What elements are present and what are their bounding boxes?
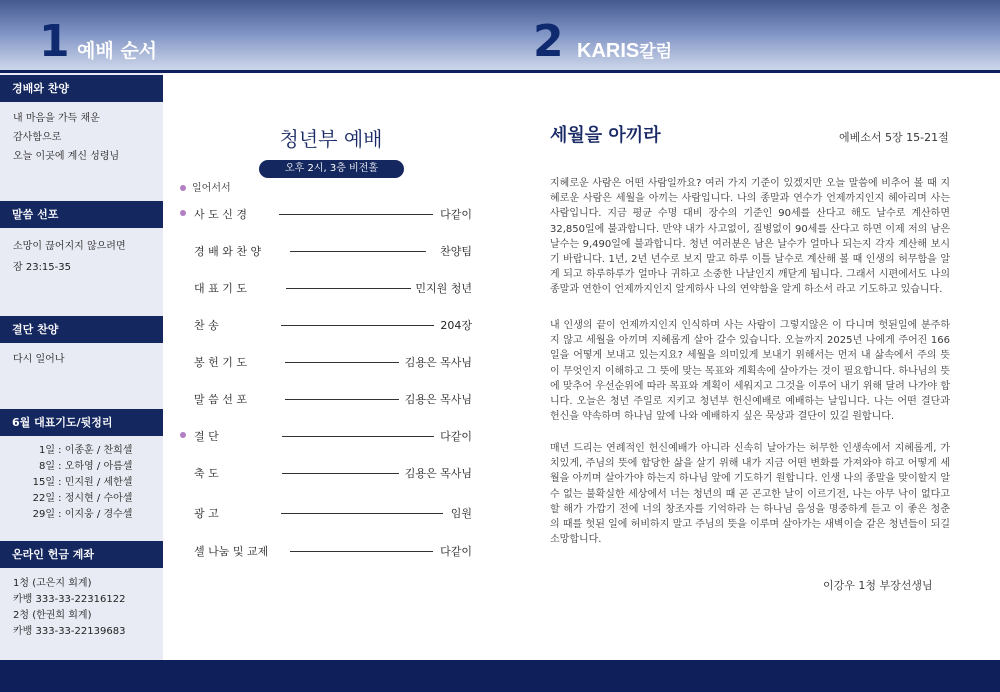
service-item-leader: 김용은 목사님 [404,393,472,406]
praise-song-3: 오늘 이곳에 계신 성령님 [13,151,120,162]
roster-row: 22일 : 정시현 / 수아셀 [12,491,132,507]
roster-names: 민지원 / 세한셀 [64,477,133,488]
column-scripture: 에베소서 5장 15-21절 [839,131,949,144]
bullet-dot [180,210,186,216]
roster-row: 29일 : 이지웅 / 경수셀 [12,507,132,523]
sidebar-heading-sermon: 말씀 선포 [0,201,163,228]
service-item-leader: 민지원 청년 [415,282,472,295]
service-item-label: 사 도 신 경 [194,208,247,221]
column-paragraph-3: 매년 드리는 연례적인 헌신예배가 아니라 신속히 날아가는 허무한 인생속에서 지혜롭게, 가치있게, 주님의 뜻에 합당한 삶을 살기 위해 내가 지금 어떤 변화를 가져와야 하고 어떻게 세월을 아끼며 살아가야 하는지 하나님 앞에 기도하기 원합니다. 인생 나의 종말을 맞이할지 알 수 없는 불확실한 세상에서 너는 청년의 때 곧 곤고한 날이 이르기전, 나는 아무 낙이 없다고 할 해가 가깝기 전에 너의 창조자를 기억하라 는 하나님 음성을 명중하게 듣고 이 좋은 청춘의 때를 헛된 일에 허비하지 말고 주님의 뜻을 이루며 살아가는 새벽이슬 같은 청년들이 되길 소망합니다. [550,443,950,546]
service-item [180,351,472,371]
roster-names: 이지웅 / 경수셀 [64,509,133,520]
leader-line [285,362,399,363]
praise-song-2: 감사함으로 [13,132,62,143]
roster-row: 15일 : 민지원 / 세한셀 [12,475,132,491]
section-1-number: 1 [39,16,70,67]
roster-names: 오하영 / 아름셀 [64,461,133,472]
service-item-leader: 찬양팀 [440,245,472,258]
sidebar-heading-online-offering: 온라인 헌금 계좌 [0,541,163,568]
service-item-label: 셀 나눔 및 교제 [194,545,269,558]
leader-line [281,513,443,514]
service-item-label: 광 고 [194,507,219,520]
roster-date: 1일 [38,445,55,456]
leader-line [285,399,399,400]
praise-song-1: 내 마음을 가득 채운 [13,113,100,124]
account-2-holder: 2청 (한권희 회계) [13,610,92,621]
sidebar-heading-worship-praise: 경배와 찬양 [0,75,163,102]
sidebar-heading-prayer-roster: 6월 대표기도/뒷정리 [0,409,163,436]
karis-label: KARIS [577,40,640,62]
bullet-dot [180,185,186,191]
roster-date: 8일 [38,461,55,472]
service-item-label: 대 표 기 도 [194,282,247,295]
service-item [180,502,472,522]
service-item [180,462,472,482]
account-1-holder: 1청 (고은지 회계) [13,578,92,589]
rise-note [180,179,231,194]
leader-line [282,473,399,474]
leader-line [286,288,411,289]
section-2-title [577,37,672,63]
service-item-label: 찬 송 [194,319,219,332]
column-paragraph-1: 지혜로운 사람은 어떤 사람일까요? 여러 가지 기준이 있겠지만 오늘 말씀에 비추어 볼 때 지혜로운 사람은 세월을 아끼는 사람입니다. 나의 종말과 연수가 언제까지인지 헤아리며 사는 사람입니다. 지금 평균 수명 대비 장수의 기준인 90세를 산다고 해도 날수로 계산하면 32,850일에 불과합니다. 만약 내가 사고없이, 질병없이 90세를 산다고 하면 이제 저의 남은 날수는 9,490일에 불과합니다. 청년 여러분은 남은 날수가 얼마나 되는지 각자 계산해 보시기 바랍니다. 1년, 2년 년수로 보지 말고 하루 이틀 날수로 계산해 볼 때 인생의 허무함을 알게 되고 하루하루가 얼마나 귀하고 소중한 나날인지 깨닫게 됩니다. 그래서 시편에서도 나의 종말과 연한이 언제까지인지 알게하사 나의 연약함을 알게 하소서 라고 기도하고 있습니다. [550,178,950,296]
time-place-badge: 오후 2시, 3층 비전홀 [259,160,404,178]
sermon-title: 소망이 끊어지지 않으려면 [13,241,126,252]
service-item-leader: 김용은 목사님 [404,467,472,480]
prayer-roster [12,443,132,523]
service-item-label: 말 씀 선 포 [194,393,247,406]
service-item [180,240,472,260]
footer-band [0,660,1000,692]
service-item [180,388,472,408]
account-2-number: 카뱅 333-33-22139683 [13,626,126,637]
bullet-dot [180,432,186,438]
header-band [0,0,1000,73]
rise-note-text: 일어서서 [192,183,231,194]
leader-line [290,251,426,252]
account-1-number: 카뱅 333-33-22316122 [13,594,126,605]
roster-names: 이종훈 / 찬희셀 [64,445,133,456]
service-item [180,314,472,334]
roster-date: 29일 [32,509,55,520]
service-title: 청년부 예배 [279,127,383,151]
section-2-number: 2 [533,16,564,67]
sermon-scripture: 잠 23:15-35 [13,262,71,273]
service-item [180,540,472,560]
sidebar-heading-commitment-song: 결단 찬양 [0,316,163,343]
sidebar [0,73,163,660]
leader-line [282,436,434,437]
column-label: 칼럼 [639,42,673,62]
leader-line [279,214,433,215]
service-item [180,425,472,445]
roster-names: 정시현 / 수아셀 [64,493,133,504]
service-item [180,203,472,223]
service-item [180,277,472,297]
column-author: 이강우 1청 부장선생님 [823,579,933,592]
column-paragraph-2: 내 인생의 끝이 언제까지인지 인식하며 사는 사람이 그렇지않은 이 다니며 헛된일에 분주하지 않고 세월을 아끼며 지혜롭게 살아 갈수 있습니다. 오늘까지 2025년 나에게 주어진 166일을 어떻게 보내고 있는지요? 세월을 의미있게 보내기 위해서는 먼저 내 삶속에서 주의 뜻이 무엇인지 이해하고 그 뜻에 맞는 목표와 계획속에 살아가는 것이 필요합니다. 하나님의 뜻에 맞추어 우선순위에 따라 목표와 계획이 세워지고 그것을 이루어 내기 위해 달려 나가야 합니다. 오늘은 청년 주일로 지키고 청년부 헌신예배로 예배하는 날입니다. 나는 어떤 결단과 헌신을 약속하며 하나님 앞에 나와 예배하지 싶은 묵상과 결단이 있길 원합니다. [550,320,950,423]
roster-date: 22일 [32,493,55,504]
service-item-leader: 다같이 [440,430,472,443]
roster-row: 8일 : 오하영 / 아름셀 [12,459,132,475]
service-item-leader: 다같이 [440,208,472,221]
service-item-label: 봉 헌 기 도 [194,356,247,369]
roster-row: 1일 : 이종훈 / 찬희셀 [12,443,132,459]
service-item-label: 축 도 [194,467,219,480]
leader-line [281,325,434,326]
commitment-song: 다시 일어나 [13,354,65,365]
leader-line [290,551,433,552]
service-item-leader: 204장 [440,319,472,332]
column-title: 세월을 아끼라 [550,125,661,146]
service-item-leader: 임원 [450,507,472,520]
section-1-title: 예배 순서 [77,40,158,62]
service-item-label: 경 배 와 찬 양 [194,245,262,258]
service-item-leader: 김용은 목사님 [404,356,472,369]
service-item-label: 결 단 [194,430,219,443]
service-item-leader: 다같이 [440,545,472,558]
roster-date: 15일 [32,477,55,488]
